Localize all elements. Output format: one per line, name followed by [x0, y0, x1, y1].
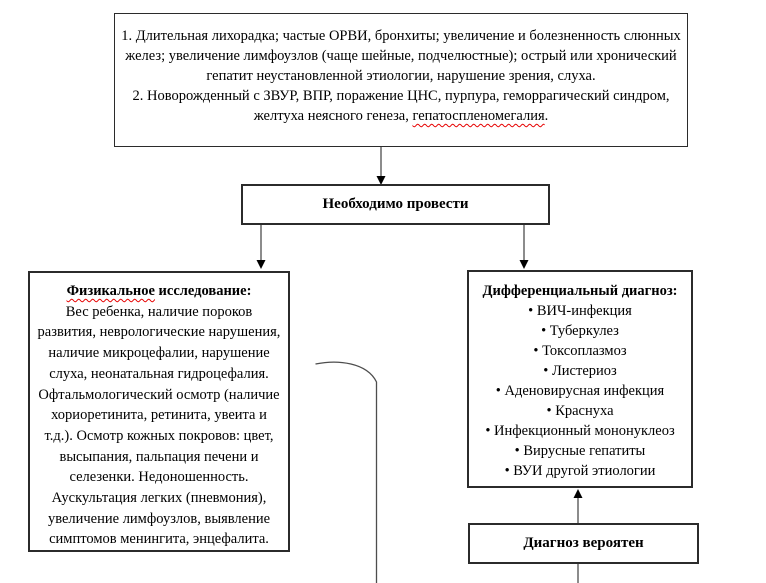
differential-diagnosis-box: [467, 270, 693, 488]
physical-exam-line: наличие микроцефалии, нарушение: [48, 345, 270, 362]
symptoms-line-5: [115, 106, 687, 126]
symptoms-line-4: 2. Новорожденный с ЗВУР, ВПР, поражение ЦНС, пурпура, геморрагический синдром,: [132, 88, 670, 104]
diagnosis-probable-box: [468, 523, 699, 564]
differential-item-rubella: • Краснуха: [546, 403, 614, 419]
misspelled-word-hepatosplenomegaly: гепатоспленомегалия: [412, 108, 545, 124]
connector-physical-curve: [316, 362, 377, 583]
physical-exam-line: Аускультация легких (пневмония),: [51, 490, 267, 507]
physical-exam-line: симптомов менингита, энцефалита.: [49, 531, 269, 548]
physical-exam-line: высыпания, пальпация печени и: [59, 448, 259, 465]
misspelled-word-physical: Физикальное: [66, 283, 155, 299]
differential-item-toxoplasmosis: • Токсоплазмоз: [533, 343, 627, 359]
differential-item-other-iui: • ВУИ другой этиологии: [504, 463, 656, 479]
differential-item-tuberculosis: • Туберкулез: [541, 323, 619, 339]
physical-exam-heading: [30, 281, 288, 302]
symptoms-line-5-prefix: желтуха неясного генеза,: [253, 108, 413, 124]
symptoms-line-3: гепатит неустановленной этиологии, нарушение зрения, слуха.: [206, 68, 596, 84]
diagnosis-probable-label: Диагноз вероятен: [523, 535, 644, 551]
arrowhead-probable-to-differential: [574, 489, 583, 498]
physical-exam-line: Офтальмологический осмотр (наличие: [38, 386, 280, 403]
physical-exam-line: т.д.). Осмотр кожных покровов: цвет,: [44, 427, 274, 444]
differential-diagnosis-heading: Дифференциальный диагноз:: [482, 283, 678, 299]
physical-exam-heading-rest: исследование:: [154, 283, 252, 299]
symptoms-box: [114, 13, 688, 147]
physical-exam-line: увеличение лимфоузлов, выявление: [47, 510, 271, 527]
arrowhead-action-to-physical: [257, 260, 266, 269]
differential-item-hiv: • ВИЧ-инфекция: [528, 303, 632, 319]
differential-item-viral-hepatitis: • Вирусные гепатиты: [514, 443, 646, 459]
symptoms-line-2: желез; увеличение лимфоузлов (чаще шейные, подчелюстные); острый или хронический: [125, 48, 677, 64]
symptoms-line-5-suffix: .: [544, 108, 549, 124]
action-required-box: [241, 184, 550, 225]
physical-exam-box: [28, 271, 290, 552]
differential-item-adenovirus: • Аденовирусная инфекция: [495, 383, 665, 399]
arrowhead-action-to-differential: [520, 260, 529, 269]
physical-exam-line: селезенки. Недоношенность.: [69, 469, 249, 486]
symptoms-line-1: 1. Длительная лихорадка; частые ОРВИ, бронхиты; увеличение и болезненность слюнных: [121, 28, 681, 44]
action-required-label: Необходимо провести: [322, 196, 469, 212]
differential-item-mononucleosis: • Инфекционный мононуклеоз: [485, 423, 675, 439]
differential-item-listeriosis: • Листериоз: [543, 363, 617, 379]
physical-exam-line: Вес ребенка, наличие пороков: [65, 303, 253, 320]
physical-exam-line: слуха, неонатальная гидроцефалия.: [49, 365, 269, 382]
physical-exam-line: хориоретинита, ретинита, увеита и: [51, 407, 267, 424]
physical-exam-line: развития, неврологические нарушения,: [37, 324, 281, 341]
